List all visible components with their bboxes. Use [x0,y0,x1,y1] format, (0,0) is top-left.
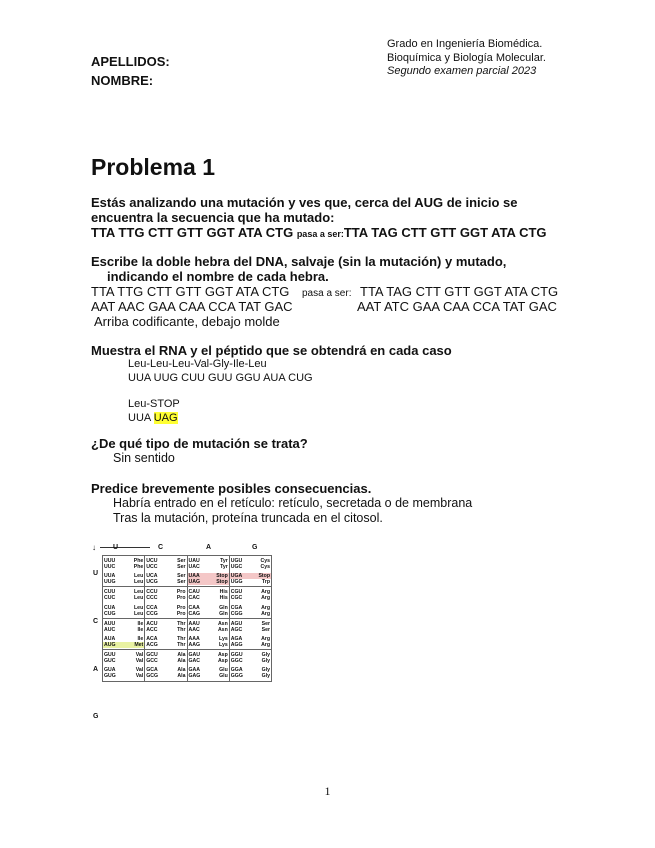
answer-1 [91,284,571,329]
codon-entry [230,579,271,585]
codon-block [188,650,230,680]
codon-block [145,619,187,649]
answer-4-line-1: Habría entrado en el retículo: retículo, secretada o de membrana [113,496,473,510]
codon: UAU [188,558,200,564]
amino-acid: Ala [177,673,186,680]
genetic-code-table [88,543,273,727]
codon: AAU [188,620,200,627]
codon-entry [145,642,186,648]
codon-entry [145,611,186,617]
answer-4 [113,496,472,526]
codon-entry [145,673,186,679]
codon-entry [103,673,144,679]
intro-sequence [91,225,547,242]
amino-acid: Pro [176,604,186,611]
amino-acid: Val [135,667,144,674]
amino-acid: Ser [261,626,270,633]
amino-acid: Tyr [220,558,228,564]
amino-acid: Arg [261,595,270,602]
codon: UCC [146,564,158,571]
codon: UCG [146,579,158,586]
codon: AGA [230,635,243,642]
coding-strand-row [91,284,571,299]
codon-entry [145,579,186,585]
codon: AAC [188,626,200,633]
amino-acid: His [219,595,228,602]
template-strand-row [91,299,571,314]
codon: CCC [146,595,158,602]
codon: GUA [104,667,116,674]
codon: ACC [146,626,158,633]
amino-acid: Thr [177,626,186,633]
amino-acid: Pro [176,595,186,602]
codon: GCG [146,673,159,680]
codon: UGC [230,564,243,571]
mut-peptide: Leu-STOP [128,398,180,410]
problem-title: Problema 1 [91,154,215,180]
amino-acid: Lys [219,635,228,642]
amino-acid: Arg [261,589,270,596]
column-header-u: U [113,544,119,551]
codon: CAA [188,604,200,611]
amino-acid: Val [135,652,144,659]
amino-acid: Ala [177,652,186,659]
exam-name: Segundo examen parcial 2023 [387,65,537,77]
codon: UCA [146,573,158,580]
amino-acid: Leu [134,610,144,617]
amino-acid: Stop [258,573,270,580]
codon-entry [188,642,229,648]
amino-acid: Gln [219,604,228,611]
pasa-a-ser-label-2: pasa a ser: [302,288,352,299]
codon: UAG [188,579,201,586]
codon: UUA [104,573,116,580]
amino-acid: Cys [260,564,270,571]
amino-acid: Tyr [220,564,228,571]
apellidos-label: APELLIDOS: [91,54,170,69]
codon: CUU [104,589,116,596]
nombre-label: NOMBRE: [91,73,154,88]
amino-acid: Ala [177,658,186,665]
amino-acid: Ile [137,635,144,642]
question-2: Muestra el RNA y el péptido que se obtendrá en cada caso [91,343,452,358]
amino-acid: Ser [177,579,186,586]
codon: AAG [188,642,201,649]
amino-acid: Ile [137,620,144,627]
amino-acid: Glu [219,667,228,674]
codon: CGC [230,595,243,602]
codon: ACG [146,642,158,649]
codon-block [230,556,272,586]
codon-grid [102,555,272,682]
codon: GCU [146,652,158,659]
answer-3: Sin sentido [113,451,175,465]
mut-rna [128,412,313,426]
codon: CCA [146,604,158,611]
intro-text [91,195,547,242]
wt-template-strand: AAT AAC GAA CAA CCA TAT GAC [91,299,293,314]
amino-acid: Leu [134,573,144,580]
codon-block [145,587,187,617]
codon-entry [103,579,144,585]
codon: CAG [188,610,201,617]
codon: GAA [188,667,201,674]
table-top-rule [100,547,150,548]
amino-acid: Thr [177,642,186,649]
amino-acid: Glu [219,673,228,680]
mutated-sequence: TTA TAG CTT GTT GGT ATA CTG [343,225,547,240]
codon-table-row [103,587,272,618]
codon: GGU [230,652,243,659]
answer-4-line-2: Tras la mutación, proteína truncada en el citosol. [113,511,383,525]
codon: CGU [230,589,243,596]
mut-template-strand: AAT ATC GAA CAA CCA TAT GAC [357,299,557,314]
question-3: ¿De qué tipo de mutación se trata? [91,436,308,451]
codon: CGG [230,610,243,617]
amino-acid: Trp [261,579,270,586]
amino-acid: Met [134,642,144,649]
column-header-c: C [158,544,164,551]
codon: AUU [104,620,116,627]
amino-acid: Pro [176,610,186,617]
row-header-c: C [93,618,99,625]
codon-block [230,619,272,649]
amino-acid: Asp [217,658,228,665]
strand-note: Arriba codificante, debajo molde [94,314,280,329]
amino-acid: Gly [261,667,270,674]
codon: UCU [146,558,158,564]
codon: GUC [104,658,116,665]
codon-table-row [103,556,272,587]
intro-line-1: Estás analizando una mutación y ves que, cerca del AUG de inicio se [91,195,518,210]
stop-codon-highlight: UAG [153,411,178,424]
codon-entry [230,673,271,679]
arrow-down-icon: ↓ [92,543,96,552]
codon: UUU [104,558,116,564]
amino-acid: Asn [217,620,228,627]
codon-block [103,556,145,586]
amino-acid: Ser [177,558,186,564]
amino-acid: Ser [177,573,186,580]
codon: CUC [104,595,116,602]
amino-acid: Leu [134,579,144,586]
codon-block [103,619,145,649]
codon: UAA [188,573,200,580]
codon: GUG [104,673,116,680]
amino-acid: Asp [217,652,228,659]
codon-table-row [103,650,272,681]
codon: GAU [188,652,201,659]
codon-entry [188,611,229,617]
question-1-line-2: indicando el nombre de cada hebra. [107,269,329,284]
codon-block [230,587,272,617]
amino-acid: Pro [176,589,186,596]
original-sequence: TTA TTG CTT GTT GGT ATA CTG [91,225,294,240]
amino-acid: Arg [261,635,270,642]
codon: UGU [230,558,243,564]
wt-rna: UUA UUG CUU GUU GGU AUA CUG [128,371,313,384]
codon: CCG [146,610,158,617]
codon: GAG [188,673,201,680]
mut-rna-first-codon: UUA [128,411,151,424]
amino-acid: Lys [219,642,228,649]
codon: GGC [230,658,243,665]
amino-acid: Phe [133,558,144,564]
codon: GCC [146,658,158,665]
codon: CUA [104,604,116,611]
codon-entry [103,611,144,617]
wt-peptide: Leu-Leu-Leu-Val-Gly-Ile-Leu [128,358,267,370]
amino-acid: Arg [261,642,270,649]
codon: GGA [230,667,243,674]
course-info [387,38,546,79]
amino-acid: Arg [261,604,270,611]
codon: AUG [104,642,116,649]
codon-entry [188,579,229,585]
amino-acid: Leu [134,604,144,611]
amino-acid: Gly [261,658,270,665]
amino-acid: Val [135,658,144,665]
codon: CGA [230,604,243,611]
codon: AGG [230,642,243,649]
page-number: 1 [324,784,331,798]
codon: AUC [104,626,116,633]
codon-table-row [103,619,272,650]
codon: ACA [146,635,158,642]
codon: CCU [146,589,158,596]
codon-block [188,619,230,649]
amino-acid: Arg [261,610,270,617]
amino-acid: Ala [177,667,186,674]
codon: AGU [230,620,243,627]
question-1-line-1: Escribe la doble hebra del DNA, salvaje (sin la mutación) y mutado, [91,254,507,269]
question-1 [91,254,506,284]
intro-line-2: encuentra la secuencia que ha mutado: [91,210,335,225]
codon: UUC [104,564,116,571]
amino-acid: Ser [177,564,186,571]
codon-block [188,587,230,617]
column-header-a: A [206,544,212,551]
codon-entry [230,611,271,617]
amino-acid: Ser [261,620,270,627]
amino-acid: Gly [261,652,270,659]
codon: GUU [104,652,116,659]
codon-entry [230,642,271,648]
amino-acid: Phe [133,564,144,571]
codon: ACU [146,620,158,627]
amino-acid: Asn [217,626,228,633]
codon: GAC [188,658,201,665]
codon-block [145,556,187,586]
amino-acid: Stop [216,579,228,586]
wt-coding-strand: TTA TTG CTT GTT GGT ATA CTG [91,284,290,299]
row-header-a: A [93,666,99,673]
codon: CAU [188,589,200,596]
codon: UUG [104,579,116,586]
amino-acid: Cys [260,558,270,564]
codon: GCA [146,667,158,674]
codon-entry [188,673,229,679]
codon: UAC [188,564,200,571]
codon: UGG [230,579,243,586]
student-info [91,52,170,90]
column-header-g: G [252,544,258,551]
amino-acid: Gly [261,673,270,680]
amino-acid: Leu [134,595,144,602]
amino-acid: Gln [219,610,228,617]
codon-block [230,650,272,680]
codon: AGC [230,626,243,633]
answer-2 [128,358,313,425]
course-name: Grado en Ingeniería Biomédica. [387,38,543,50]
row-header-u: U [93,570,99,577]
amino-acid: His [219,589,228,596]
codon: CUG [104,610,116,617]
mut-coding-strand: TTA TAG CTT GTT GGT ATA CTG [360,284,559,299]
amino-acid: Ile [137,626,144,633]
amino-acid: Stop [216,573,228,580]
row-header-g: G [93,713,99,720]
amino-acid: Val [135,673,144,680]
codon: CAC [188,595,200,602]
pasa-a-ser-label: pasa a ser: [296,229,344,239]
codon-block [145,650,187,680]
codon: GGG [230,673,243,680]
amino-acid: Thr [177,620,186,627]
codon-block [188,556,230,586]
codon-block [103,587,145,617]
codon-entry [103,642,144,648]
codon: AUA [104,635,116,642]
subject-name: Bioquímica y Biología Molecular. [387,51,546,64]
amino-acid: Thr [177,635,186,642]
codon: UGA [230,573,243,580]
codon-block [103,650,145,680]
question-4: Predice brevemente posibles consecuencias. [91,481,372,496]
amino-acid: Leu [134,589,144,596]
codon: AAA [188,635,200,642]
